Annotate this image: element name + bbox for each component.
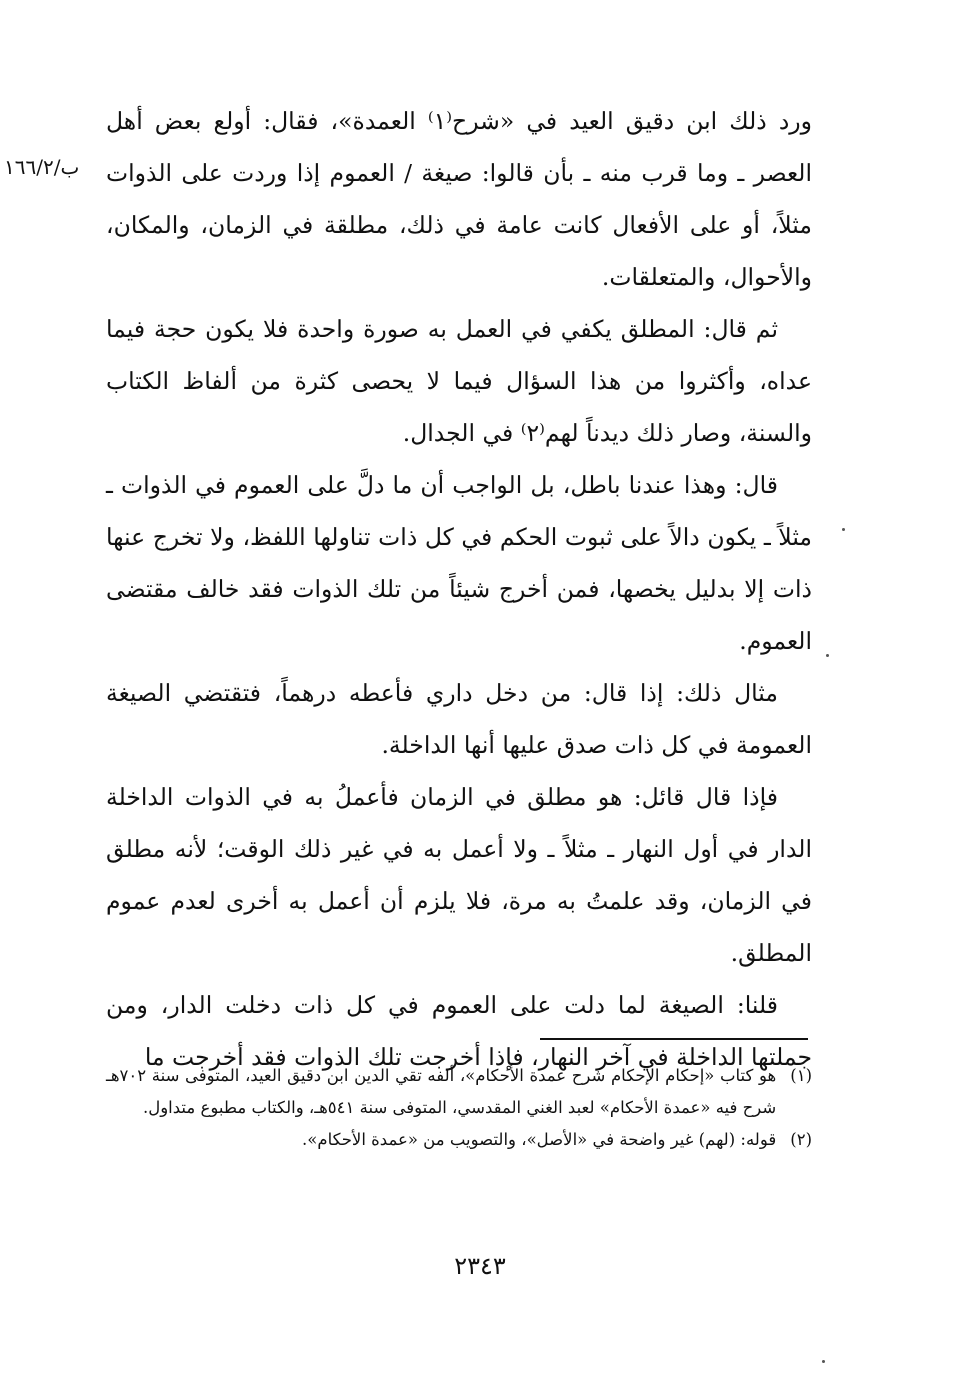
paragraph-5: فإذا قال قائل: هو مطلق في الزمان فأعملُ به في الذوات الداخلة الدار في أول النهار ـ مثلاً ـ ولا أعمل به في غير ذلك الوقت؛ لأنه مطلق في الزمان، وقد علمتُ به مرة، فلا يلزم أن أعمل به أخرى لعدم عموم المطلق. <box>106 783 812 967</box>
footnote-text: قوله: (لهم) غير واضحة في «الأصل»، والتصويب من «عمدة الأحكام». <box>302 1130 777 1149</box>
margin-folio-note: ب/١٦٦/٢ <box>4 155 80 179</box>
footnotes <box>106 1060 812 1156</box>
footnote-separator <box>540 1038 808 1040</box>
main-text <box>106 95 812 1083</box>
scan-speck <box>826 654 829 657</box>
footnote-text: هو كتاب «إحكام الإحكام شرح عمدة الأحكام»، ألفه تقي الدين ابن دقيق العيد، المتوفى سنة ٧٠٢هـ شرح فيه «عمدة الأحكام» لعبد الغني المقدسي، المتوفى سنة ٥٤١هـ، والكتاب مطبوع متداول. <box>106 1066 777 1117</box>
footnote-1 <box>106 1060 812 1124</box>
scan-speck <box>822 1360 825 1363</box>
footnote-number: (١) <box>790 1066 812 1085</box>
scan-speck <box>842 528 845 531</box>
footnote-2 <box>106 1124 812 1156</box>
paragraph-2: ثم قال: المطلق يكفي في العمل به صورة واحدة فلا يكون حجة فيما عداه، وأكثروا من هذا السؤال فيما لا يحصى كثرة من ألفاظ الكتاب والسنة، وصار ذلك ديدناً لهم⁽٢⁾ في الجدال. <box>106 315 812 447</box>
paragraph-4: مثال ذلك: إذا قال: من دخل داري فأعطه درهماً، فتقتضي الصيغة العمومة في كل ذات صدق عليها أنها الداخلة. <box>106 679 812 759</box>
paragraph-3: قال: وهذا عندنا باطل، بل الواجب أن ما دلَّ على العموم في الذوات ـ مثلاً ـ يكون دالاً على ثبوت الحكم في كل ذات تناولها اللفظ، ولا تخرج عنها ذات إلا بدليل يخصها، فمن أخرج شيئاً من تلك الذوات فقد خالف مقتضى العموم. <box>106 471 812 655</box>
page-number: ٢٣٤٣ <box>454 1252 506 1280</box>
paragraph-6: قلنا: الصيغة لما دلت على العموم في كل ذات دخلت الدار، ومن جملتها الداخلة في آخر النهار، فإذا أخرجت تلك الذوات فقد أخرجت ما <box>106 991 812 1071</box>
paragraph-1: ورد ذلك ابن دقيق العيد في «شرح⁽١⁾ العمدة»، فقال: أولع بعض أهل العصر ـ وما قرب منه ـ بأن قالوا: صيغة / العموم إذا وردت على الذوات مثلاً، أو على الأفعال كانت عامة في ذلك، مطلقة في الزمان، والمكان، والأحوال، والمتعلقات. <box>106 107 812 291</box>
footnote-number: (٢) <box>790 1130 812 1149</box>
